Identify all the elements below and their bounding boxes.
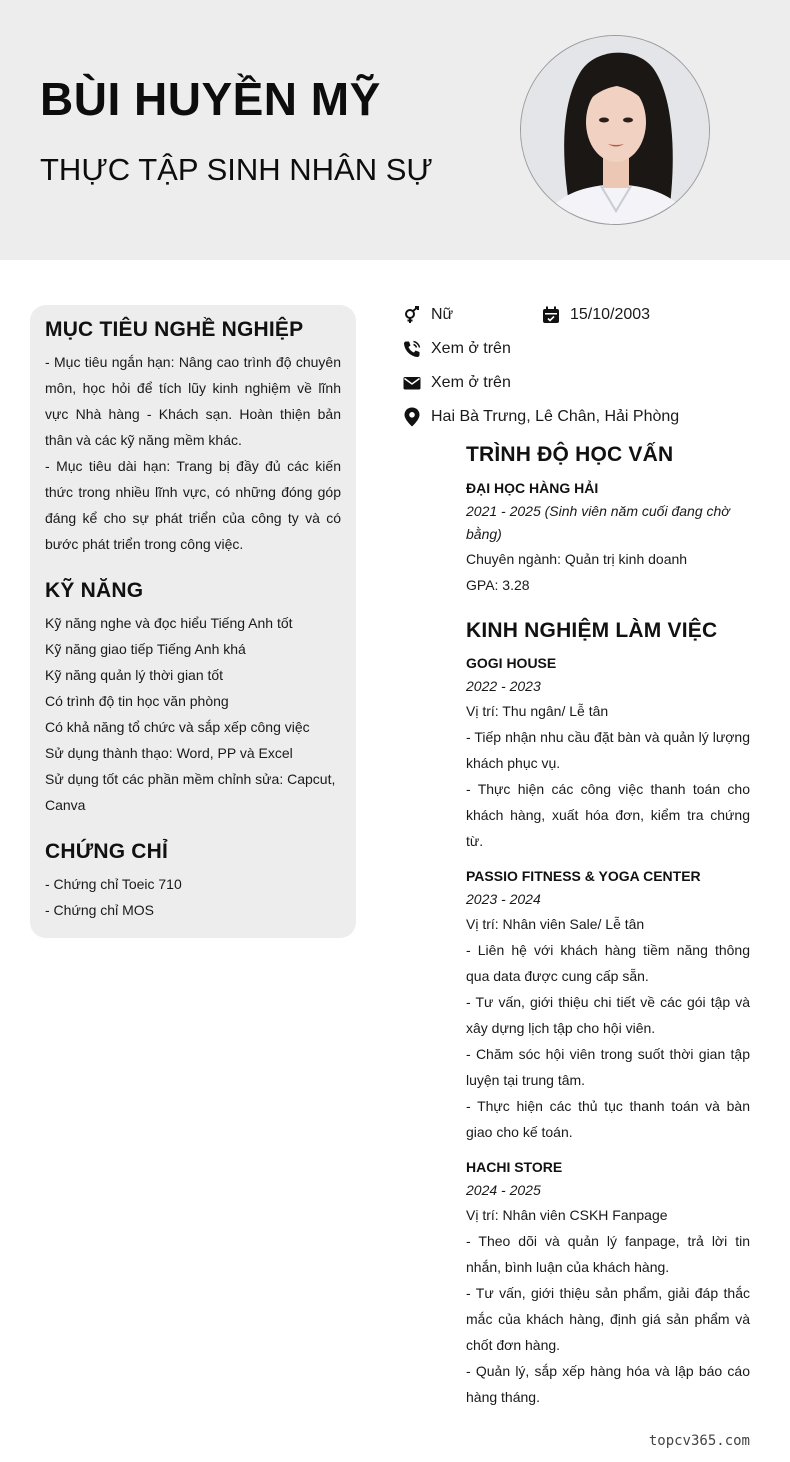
skill-item: Sử dụng tốt các phần mềm chỉnh sửa: Capcut, Canva — [45, 771, 336, 813]
left-sidebar-card — [30, 305, 356, 938]
certificate-item: - Chứng chỉ MOS — [45, 902, 154, 918]
job-entry — [466, 868, 750, 1145]
job-duty: - Tiếp nhận nhu cầu đặt bàn và quản lý lượng khách phục vụ. — [466, 729, 750, 771]
job-title: THỰC TẬP SINH NHÂN SỰ — [40, 152, 433, 187]
job-entry — [466, 1159, 750, 1410]
education-gpa: GPA: 3.28 — [466, 577, 530, 593]
job-duty: - Liên hệ với khách hàng tiềm năng thông qua data được cung cấp sẵn. — [466, 942, 750, 984]
job-period: 2024 - 2025 — [466, 1182, 541, 1198]
experience-title: KINH NGHIỆM LÀM VIỆC — [466, 619, 718, 642]
skill-item: Kỹ năng giao tiếp Tiếng Anh khá — [45, 641, 246, 657]
gender-icon — [402, 305, 422, 325]
job-duty: - Tư vấn, giới thiệu sản phẩm, giải đáp thắc mắc của khách hàng, định giá sản phẩm và chốt đơn hàng. — [466, 1285, 750, 1353]
skills-title: KỸ NĂNG — [45, 579, 144, 602]
certificates-title: CHỨNG CHỈ — [45, 840, 169, 863]
job-company: PASSIO FITNESS & YOGA CENTER — [466, 868, 701, 884]
job-entry — [466, 655, 750, 854]
contact-email — [402, 373, 511, 393]
header-banner — [0, 0, 790, 260]
job-duty: - Tư vấn, giới thiệu chi tiết về các gói tập và xây dựng lịch tập cho hội viên. — [466, 994, 750, 1036]
contact-gender — [402, 305, 453, 325]
candidate-name: BÙI HUYỀN MỸ — [40, 73, 381, 125]
objective-short-term: - Mục tiêu ngắn hạn: Nâng cao trình độ chuyên môn, học hỏi để tích lũy kinh nghiệm về lĩnh vực Nhà hàng - Khách sạn. Hoàn thiện bản thân và các kỹ năng mềm khác. — [45, 354, 341, 448]
contact-birthday — [541, 305, 650, 325]
contact-address — [402, 407, 679, 427]
job-position: Vị trí: Nhân viên Sale/ Lễ tân — [466, 916, 645, 932]
education-section — [466, 443, 750, 598]
education-period: 2021 - 2025 (Sinh viên năm cuối đang chờ bằng) — [466, 503, 730, 542]
phone-icon — [402, 339, 422, 359]
skill-item: Có khả năng tổ chức và sắp xếp công việc — [45, 719, 310, 735]
skill-item: Sử dụng thành thạo: Word, PP và Excel — [45, 745, 293, 761]
address-value: Hai Bà Trưng, Lê Chân, Hải Phòng — [431, 408, 680, 425]
skill-item: Kỹ năng nghe và đọc hiểu Tiếng Anh tốt — [45, 615, 293, 631]
job-position: Vị trí: Nhân viên CSKH Fanpage — [466, 1207, 668, 1223]
experience-section — [466, 619, 750, 1410]
phone-value: Xem ở trên — [431, 340, 511, 357]
email-icon — [402, 373, 422, 393]
birthday-value: 15/10/2003 — [570, 306, 651, 323]
contact-phone — [402, 339, 511, 359]
certificates-list — [45, 871, 341, 923]
job-duty: - Thực hiện các thủ tục thanh toán và bàn giao cho kế toán. — [466, 1098, 750, 1140]
job-period: 2022 - 2023 — [466, 678, 541, 694]
email-value: Xem ở trên — [431, 374, 511, 391]
job-duty: - Chăm sóc hội viên trong suốt thời gian tập luyện tại trung tâm. — [466, 1046, 750, 1088]
job-duty: - Thực hiện các công việc thanh toán cho khách hàng, xuất hóa đơn, kiểm tra chứng từ. — [466, 781, 750, 849]
school-name: ĐẠI HỌC HÀNG HẢI — [466, 480, 599, 496]
job-duty: - Quản lý, sắp xếp hàng hóa và lập báo cáo hàng tháng. — [466, 1363, 750, 1405]
job-company: HACHI STORE — [466, 1159, 563, 1175]
watermark-footer: topcv365.com — [648, 1433, 750, 1449]
calendar-icon — [541, 305, 561, 325]
job-position: Vị trí: Thu ngân/ Lễ tân — [466, 703, 609, 719]
location-icon — [402, 407, 422, 427]
objective-long-term: - Mục tiêu dài hạn: Trang bị đầy đủ các kiến thức trong nhiều lĩnh vực, có những đóng góp đáng kể cho sự phát triển của công ty và có bước phát triển trong công việc. — [45, 458, 341, 552]
job-period: 2023 - 2024 — [466, 891, 541, 907]
gender-value: Nữ — [431, 306, 454, 323]
skills-list — [45, 610, 341, 818]
objective-title: MỤC TIÊU NGHỀ NGHIỆP — [45, 318, 304, 341]
job-company: GOGI HOUSE — [466, 655, 557, 671]
education-title: TRÌNH ĐỘ HỌC VẤN — [466, 443, 674, 466]
skill-item: Kỹ năng quản lý thời gian tốt — [45, 667, 224, 683]
certificate-item: - Chứng chỉ Toeic 710 — [45, 876, 182, 892]
job-duty: - Theo dõi và quản lý fanpage, trả lời tin nhắn, bình luận của khách hàng. — [466, 1233, 750, 1275]
education-major: Chuyên ngành: Quản trị kinh doanh — [466, 551, 688, 567]
avatar — [520, 35, 710, 225]
skill-item: Có trình độ tin học văn phòng — [45, 693, 229, 709]
